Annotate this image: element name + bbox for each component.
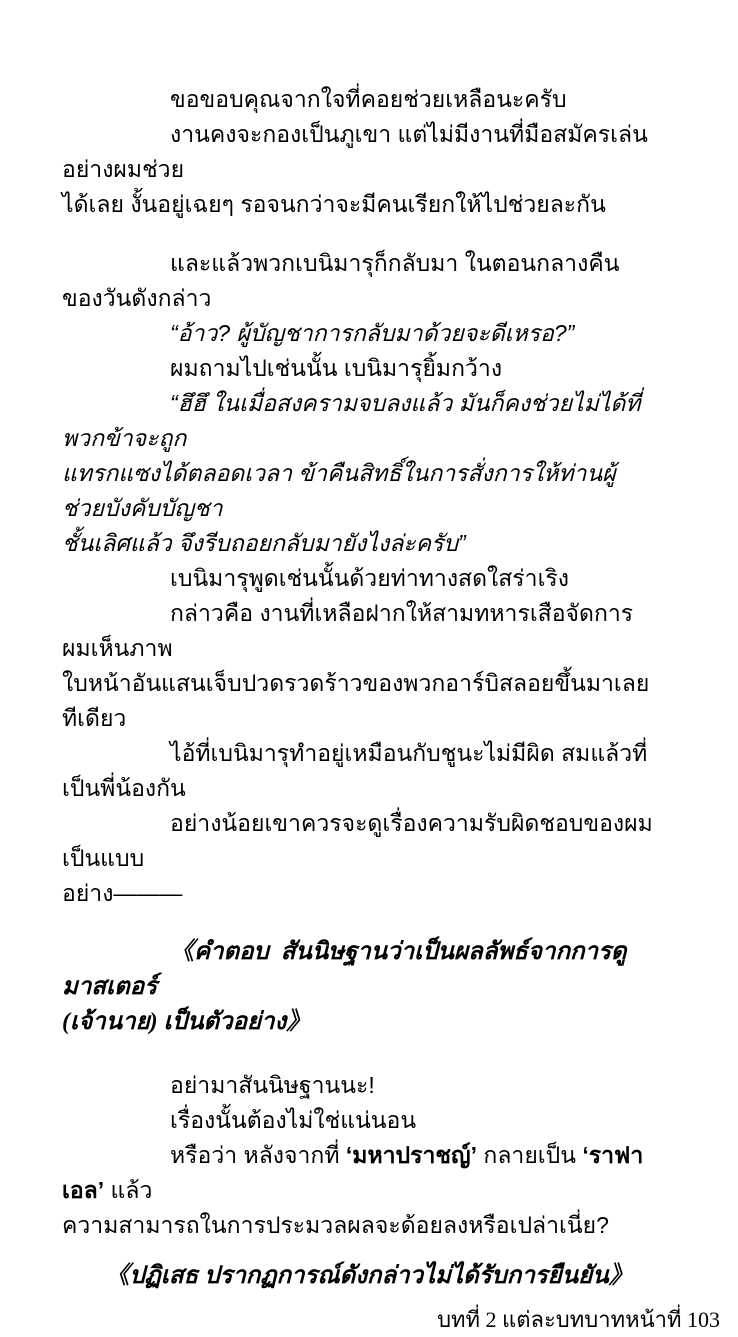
narration-line: เบนิมารุพูดเช่นนั้นด้วยท่าทางสดใสร่าเริง bbox=[170, 565, 570, 591]
text-segment: แล้ว bbox=[104, 1177, 153, 1203]
system-message-answer-line: 《คำตอบ สันนิษฐานว่าเป็นผลลัพธ์จากการดูมาสเตอร์ bbox=[62, 939, 627, 1000]
system-message-answer-line: (เจ้านาย) เป็นตัวอย่าง》 bbox=[62, 1009, 311, 1035]
narration-line: ความสามารถในการประมวลผลจะด้อยลงหรือเปล่าเนี่ย? bbox=[62, 1212, 609, 1238]
narration-line: งานคงจะกองเป็นภูเขา แต่ไม่มีงานที่มือสมัครเล่นอย่างผมช่วย bbox=[62, 121, 648, 182]
narration-line: อย่างน้อยเขาควรจะดูเรื่องความรับผิดชอบของผมเป็นแบบ bbox=[62, 810, 653, 871]
skill-name-great-sage: ‘มหาปราชญ์’ bbox=[345, 1142, 477, 1168]
dialogue-line: ชั้นเลิศแล้ว จึงรีบถอยกลับมายังไงล่ะครับ” bbox=[62, 530, 466, 556]
dialogue-line: “ฮึฮึ ในเมื่อสงครามจบลงแล้ว มันก็คงช่วยไม่ได้ที่พวกข้าจะถูก bbox=[62, 390, 641, 451]
narration-line: ใบหน้าอันแสนเจ็บปวดรวดร้าวของพวกอาร์บิสลอยขึ้นมาเลยทีเดียว bbox=[62, 670, 650, 731]
paragraph-spacer bbox=[62, 911, 656, 935]
dialogue-line: “อ้าว? ผู้บัญชาการกลับมาด้วยจะดีเหรอ?” bbox=[170, 320, 575, 346]
narration-line: ผมถามไปเช่นนั้น เบนิมารุยิ้มกว้าง bbox=[170, 355, 503, 381]
paragraph-spacer bbox=[62, 1243, 656, 1259]
text-segment: กลายเป็น bbox=[477, 1142, 583, 1168]
skill-name-raphael: ‘ราฟาเอล’ bbox=[62, 1142, 644, 1203]
text-segment: หรือว่า หลังจากที่ bbox=[170, 1142, 346, 1168]
narration-line: กล่าวคือ งานที่เหลือฝากให้สามทหารเสือจัดการ ผมเห็นภาพ bbox=[62, 600, 640, 661]
system-message-denial-line: 《ปฏิเสธ ปรากฏการณ์ดังกล่าวไม่ได้รับการยืนยัน》 bbox=[105, 1263, 633, 1289]
narration-line bbox=[62, 1138, 656, 1208]
narration-line: อย่ามาสันนิษฐานนะ! bbox=[170, 1072, 375, 1098]
paragraph-spacer bbox=[62, 222, 656, 246]
narration-line: และแล้วพวกเบนิมารุก็กลับมา ในตอนกลางคืนของวันดังกล่าว bbox=[62, 250, 620, 311]
narration-line: ขอขอบคุณจากใจที่คอยช่วยเหลือนะครับ bbox=[170, 86, 567, 112]
dialogue-line: แทรกแซงได้ตลอดเวลา ข้าคืนสิทธิ์ในการสั่งการให้ท่านผู้ช่วยบังคับบัญชา bbox=[62, 460, 616, 521]
narration-line: เรื่องนั้นต้องไม่ใช่แน่นอน bbox=[170, 1107, 417, 1133]
narration-line: อย่าง——— bbox=[62, 880, 183, 906]
narration-line: ได้เลย งั้นอยู่เฉยๆ รอจนกว่าจะมีคนเรียกให้ไปช่วยละกัน bbox=[62, 191, 606, 217]
chapter-page-footer: บทที่ 2 แต่ละบทบาทหน้าที่ 103 bbox=[437, 1307, 720, 1332]
narration-line: ไอ้ที่เบนิมารุทำอยู่เหมือนกับชูนะไม่มีผิด สมแล้วที่เป็นพี่น้องกัน bbox=[62, 740, 648, 801]
paragraph-spacer bbox=[62, 1294, 656, 1302]
paragraph-spacer bbox=[62, 1040, 656, 1068]
